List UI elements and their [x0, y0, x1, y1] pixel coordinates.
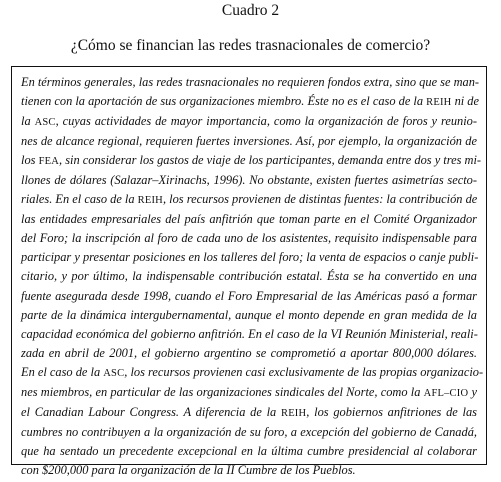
text-line: el Canadian Labour Congress. A diferencia de la REIH, los gobiernos anfitriones de las	[21, 404, 477, 419]
text-line: participar y presentar posiciones en los talleres del foro; la venta de espacios o canje publi-	[21, 250, 479, 265]
text-line: riales. En el caso de la REIH, los recursos provienen de distintas fuentes: la contribución de	[21, 192, 478, 207]
text-line: llones de dólares (Salazar–Xirinachs, 1996). No obstante, existen fuertes asimetrías secto-	[21, 173, 477, 188]
text-line: fuente asegurada desde 1998, cuando el Foro Empresarial de las Américas pasó a formar	[21, 288, 477, 303]
text-line: En términos generales, las redes trasnacionales no requieren fondos extra, sino que se man-	[21, 75, 480, 89]
text-line: nes de alcance regional, requieren fuertes inversiones. Así, por ejemplo, la organización de	[21, 134, 477, 149]
text-line: En el caso de la ASC, los recursos provienen casi exclusivamente de las propias organizacio-	[21, 364, 484, 379]
text-line: citario, y por último, la indispensable contribución estatal. Ésta se ha convertido en una	[21, 269, 477, 284]
text-line: los FEA, sin considerar los gastos de viaje de los participantes, demanda entre dos y tres mi-	[21, 153, 482, 168]
text-box	[11, 66, 487, 477]
text-line: nes miembros, en particular de las organizaciones sindicales del Norte, como la AFL–CIO y	[21, 384, 477, 399]
text-line: cumbres no contribuyen a la organización de su foro, a excepción del gobierno de Canadá,	[21, 424, 477, 439]
box-title: ¿Cómo se financian las redes trasnacionales de comercio?	[70, 37, 431, 54]
text-line: la ASC, cuyas actividades de mayor importancia, como la organización de foros y reunio-	[21, 114, 477, 129]
text-line: las entidades empresariales del país anfitrión que toman parte en el Comité Organizador	[21, 212, 477, 227]
text-line: que ha sentado un precedente excepcional en la última cumbre presidencial al colaborar	[21, 443, 477, 458]
box-paragraph	[21, 73, 484, 480]
text-line: tienen con la aportación de sus organizaciones miembro. Éste no es el caso de la REIH ni de	[21, 94, 479, 109]
table-label: Cuadro 2	[221, 2, 280, 19]
text-line: zada en abril de 2001, el gobierno argentino se comprometió a aportar 800,000 dólares.	[21, 345, 477, 360]
text-line: con $200,000 para la organización de la II Cumbre de los Pueblos.	[21, 462, 356, 477]
text-line: parte de la dinámica intergubernamental, aunque el monto depende en gran medida de la	[21, 307, 477, 322]
text-line: del Foro; la inscripción al foro de cada uno de los asistentes, requisito indispensable para	[21, 231, 477, 246]
text-line: capacidad económica del gobierno anfitrión. En el caso de la VI Reunión Ministerial, reali-	[21, 326, 478, 341]
